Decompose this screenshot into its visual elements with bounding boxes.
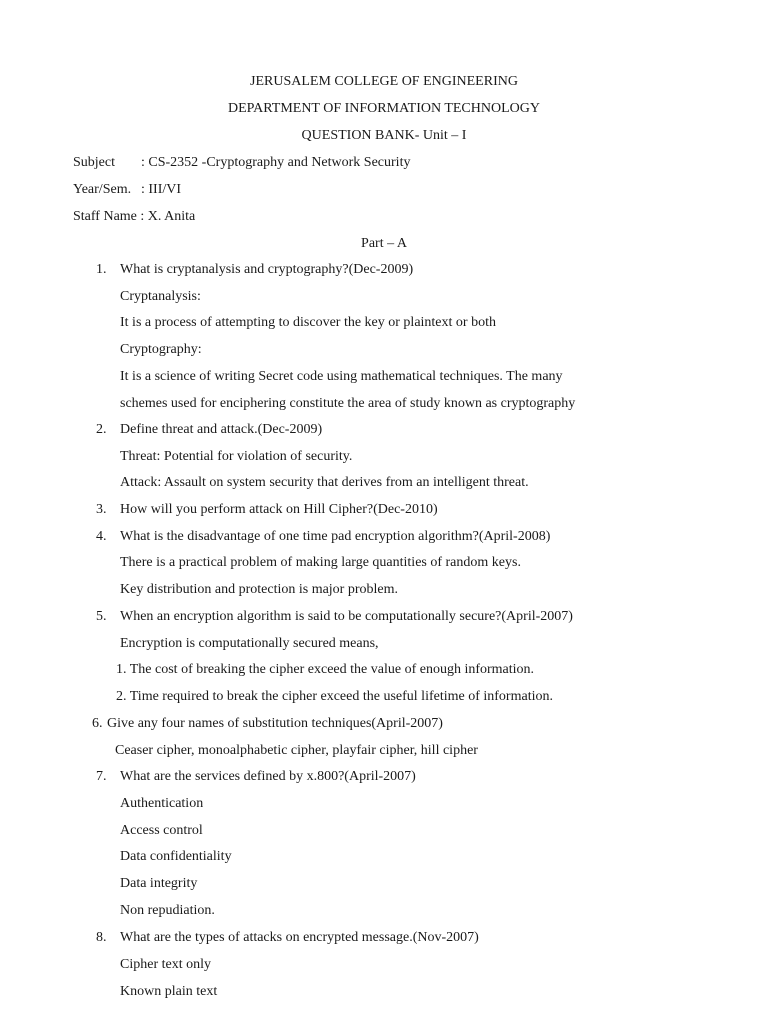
answer-line: Non repudiation. <box>120 903 215 918</box>
part-heading: Part – A <box>361 236 407 251</box>
year-label: Year/Sem. <box>73 182 132 197</box>
staff-name: Staff Name : X. Anita <box>73 209 196 224</box>
question-text: When an encryption algorithm is said to be computationally secure?(April-2007) <box>120 609 573 624</box>
question-number: 8. <box>96 930 107 945</box>
answer-line: Encryption is computationally secured means, <box>120 636 379 651</box>
question-number: 3. <box>96 502 107 517</box>
answer-line: Attack: Assault on system security that derives from an intelligent threat. <box>120 475 529 490</box>
question-number: 6. <box>92 716 103 731</box>
question-text: Give any four names of substitution techniques(April-2007) <box>107 716 443 731</box>
question-number: 1. <box>96 262 107 277</box>
question-number: 5. <box>96 609 107 624</box>
answer-line: Cryptanalysis: <box>120 289 201 304</box>
answer-line: Data integrity <box>120 876 198 891</box>
answer-line: 1. The cost of breaking the cipher exceed the value of enough information. <box>116 662 535 677</box>
question-text: What are the types of attacks on encrypted message.(Nov-2007) <box>120 930 479 945</box>
answer-line: Access control <box>120 823 203 838</box>
department-name: DEPARTMENT OF INFORMATION TECHNOLOGY <box>228 101 540 116</box>
answer-line: Threat: Potential for violation of security. <box>120 449 353 464</box>
question-bank-title: QUESTION BANK- Unit – I <box>301 128 467 143</box>
question-text: What is cryptanalysis and cryptography?(Dec-2009) <box>120 262 414 277</box>
subject-label: Subject <box>73 155 115 170</box>
question-number: 7. <box>96 769 107 784</box>
answer-line: Ceaser cipher, monoalphabetic cipher, playfair cipher, hill cipher <box>115 743 478 758</box>
subject-value: : CS-2352 -Cryptography and Network Security <box>141 155 411 170</box>
year-value: : III/VI <box>141 182 182 197</box>
answer-line: Key distribution and protection is major problem. <box>120 582 399 597</box>
answer-line: Known plain text <box>120 984 218 999</box>
answer-line: There is a practical problem of making large quantities of random keys. <box>120 555 521 570</box>
college-name: JERUSALEM COLLEGE OF ENGINEERING <box>250 74 518 89</box>
question-text: What are the services defined by x.800?(April-2007) <box>120 769 416 784</box>
question-number: 2. <box>96 422 107 437</box>
question-text: What is the disadvantage of one time pad encryption algorithm?(April-2008) <box>120 529 551 544</box>
answer-line: Cipher text only <box>120 957 211 972</box>
question-number: 4. <box>96 529 107 544</box>
answer-line: It is a process of attempting to discover the key or plaintext or both <box>120 315 496 330</box>
answer-line: Data confidentiality <box>120 849 232 864</box>
answer-line: Authentication <box>120 796 204 811</box>
answer-line: schemes used for enciphering constitute the area of study known as cryptography <box>120 396 576 411</box>
question-text: Define threat and attack.(Dec-2009) <box>120 422 323 437</box>
question-text: How will you perform attack on Hill Cipher?(Dec-2010) <box>120 502 438 517</box>
answer-line: Cryptography: <box>120 342 202 357</box>
answer-line: It is a science of writing Secret code using mathematical techniques. The many <box>120 369 563 384</box>
answer-line: 2. Time required to break the cipher exceed the useful lifetime of information. <box>116 689 553 704</box>
